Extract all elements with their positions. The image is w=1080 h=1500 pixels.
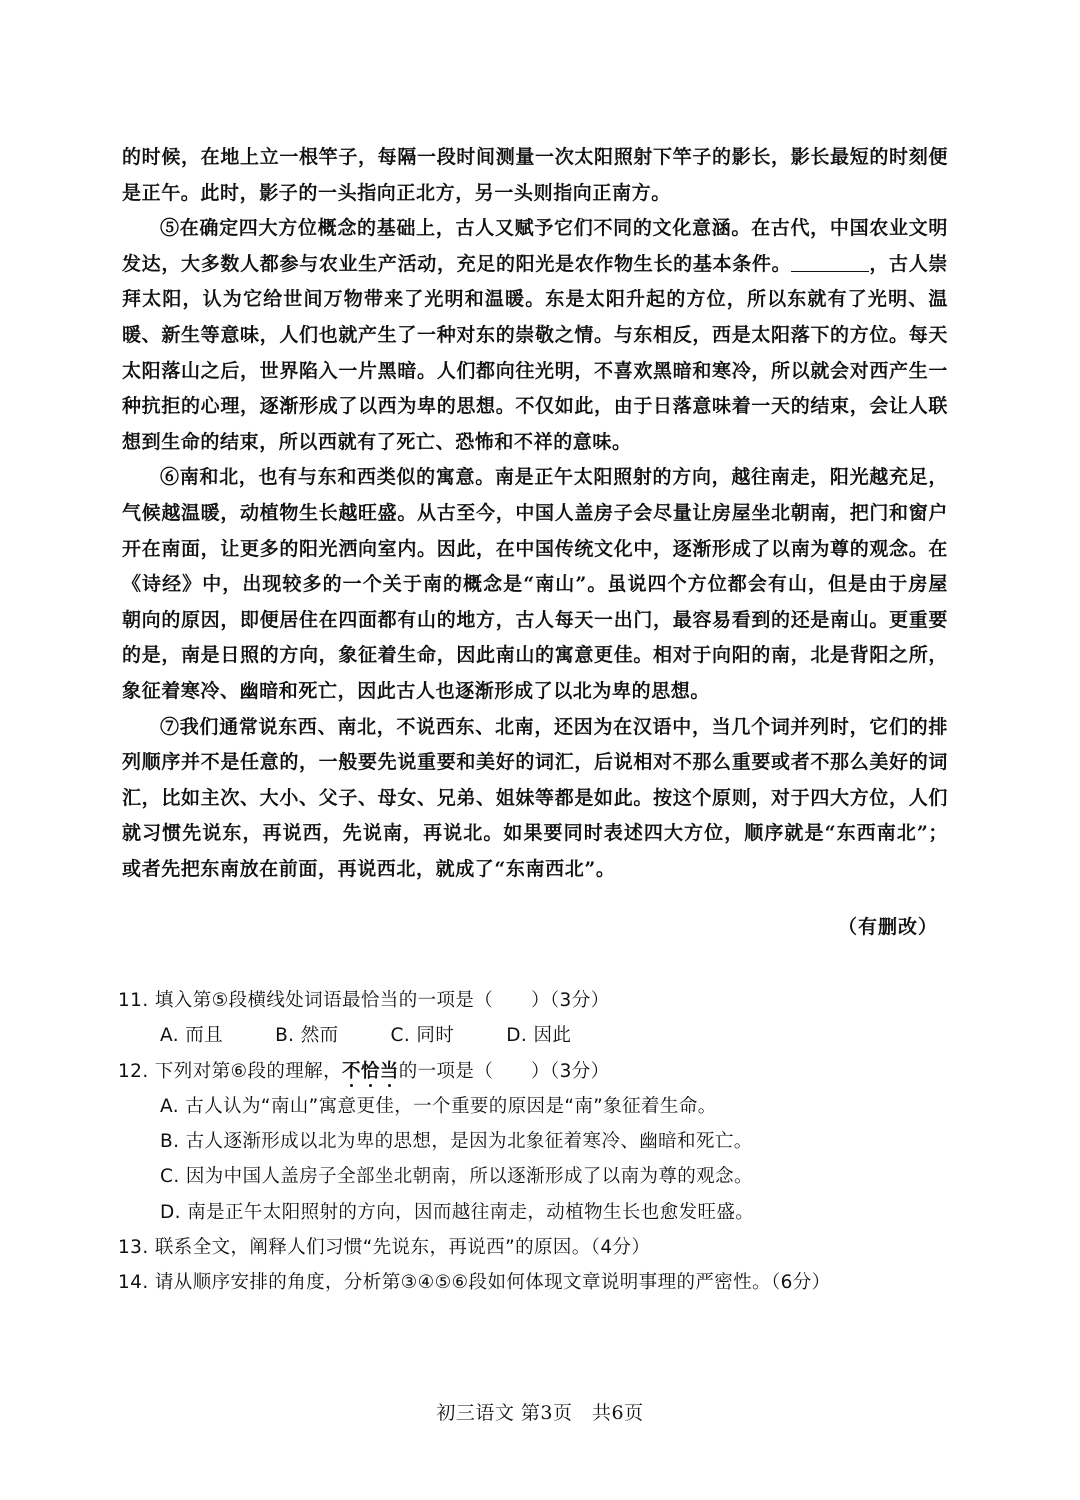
emphasis-char-3: 当: [379, 1060, 399, 1082]
option-c: C. 同时: [390, 1025, 455, 1047]
paragraph-5: [122, 211, 948, 460]
emphasis-char-2: 恰: [360, 1060, 380, 1082]
option-b: B. 然而: [275, 1025, 339, 1047]
question-12-suffix: 的一项是（ ）（3分）: [398, 1060, 610, 1082]
reading-passage: [122, 140, 948, 887]
source-note: （有删改）: [837, 916, 938, 938]
question-12-option-d: D. 南是正午太阳照射的方向，因而越往南走，动植物生长也愈发旺盛。: [160, 1201, 755, 1223]
paragraph-5-after-blank: ，古人崇拜太阳，认为它给世间万物带来了光明和温暖。东是太阳升起的方位，所以东就有了光明、温暖、新生等意味，人们也就产生了一种对东的崇敬之情。与东相反，西是太阳落下的方位。每天太阳落山之后，世界陷入一片黑暗。人们都向往光明，不喜欢黑暗和寒冷，所以就会对西产生一种抗拒的心理，逐渐形成了以西为卑的思想。不仅如此，由于日落意味着一天的结束，会让人联想到生命的结束，所以西就有了死亡、恐怖和不祥的意味。: [122, 252, 949, 453]
emphasis-char-1: 不: [342, 1060, 361, 1082]
question-14: 14. 请从顺序安排的角度，分析第③④⑤⑥段如何体现文章说明事理的严密性。（6分）: [118, 1272, 831, 1294]
question-12-option-b: B. 古人逐渐形成以北为卑的思想，是因为北象征着寒冷、幽暗和死亡。: [160, 1131, 753, 1153]
paragraph-5-before-blank: ⑤在确定四大方位概念的基础上，古人又赋予它们不同的文化意涵。在古代，中国农业文明发达，大多数人都参与农业生产活动，充足的阳光是农作物生长的基本条件。: [122, 217, 948, 275]
question-11-options: [160, 1018, 958, 1053]
question-12-option-c: C. 因为中国人盖房子全部坐北朝南，所以逐渐形成了以南为尊的观念。: [160, 1166, 753, 1188]
paragraph-continuation: 的时候，在地上立一根竿子，每隔一段时间测量一次太阳照射下竿子的影长，影长最短的时刻便是正午。此时，影子的一头指向正北方，另一头则指向正南方。: [122, 146, 948, 204]
paragraph-7: ⑦我们通常说东西、南北，不说西东、北南，还因为在汉语中，当几个词并列时，它们的排列顺序并不是任意的，一般要先说重要和美好的词汇，后说相对不那么重要或者不那么美好的词汇，比如主次、大小、父子、母女、兄弟、姐妹等都是如此。按这个原则，对于四大方位，人们就习惯先说东，再说西，先说南，再说北。如果要同时表述四大方位，顺序就是“东西南北”；或者先把东南放在前面，再说西北，就成了“东南西北”。: [122, 715, 948, 880]
page-footer: 初三语文 第3页 共6页: [436, 1402, 644, 1424]
option-d: D. 因此: [506, 1025, 572, 1047]
question-12: [118, 1054, 958, 1089]
question-12-option-a: A. 古人认为“南山”寓意更佳，一个重要的原因是“南”象征着生命。: [160, 1095, 717, 1117]
question-12-prefix: 12. 下列对第⑥段的理解，: [118, 1060, 342, 1082]
option-a: A. 而且: [160, 1025, 224, 1047]
question-11: 11. 填入第⑤段横线处词语最恰当的一项是（ ）（3分）: [118, 990, 610, 1011]
paragraph-6: ⑥南和北，也有与东和西类似的寓意。南是正午太阳照射的方向，越往南走，阳光越充足，气候越温暖，动植物生长越旺盛。从古至今，中国人盖房子会尽量让房屋坐北朝南，把门和窗户开在南面，让更多的阳光洒向室内。因此，在中国传统文化中，逐渐形成了以南为尊的观念。在《诗经》中，出现较多的一个关于南的概念是“南山”。虽说四个方位都会有山，但是由于房屋朝向的原因，即便居住在四面都有山的地方，古人每天一出门，最容易看到的还是南山。更重要的是，南是日照的方向，象征着生命，因此南山的寓意更佳。相对于向阳的南，北是背阳之所，象征着寒冷、幽暗和死亡，因此古人也逐渐形成了以北为卑的思想。: [122, 466, 948, 702]
question-13: 13. 联系全文，阐释人们习惯“先说东，再说西”的原因。（4分）: [118, 1237, 651, 1259]
fill-in-blank: [791, 252, 869, 272]
question-list: [118, 983, 958, 1301]
